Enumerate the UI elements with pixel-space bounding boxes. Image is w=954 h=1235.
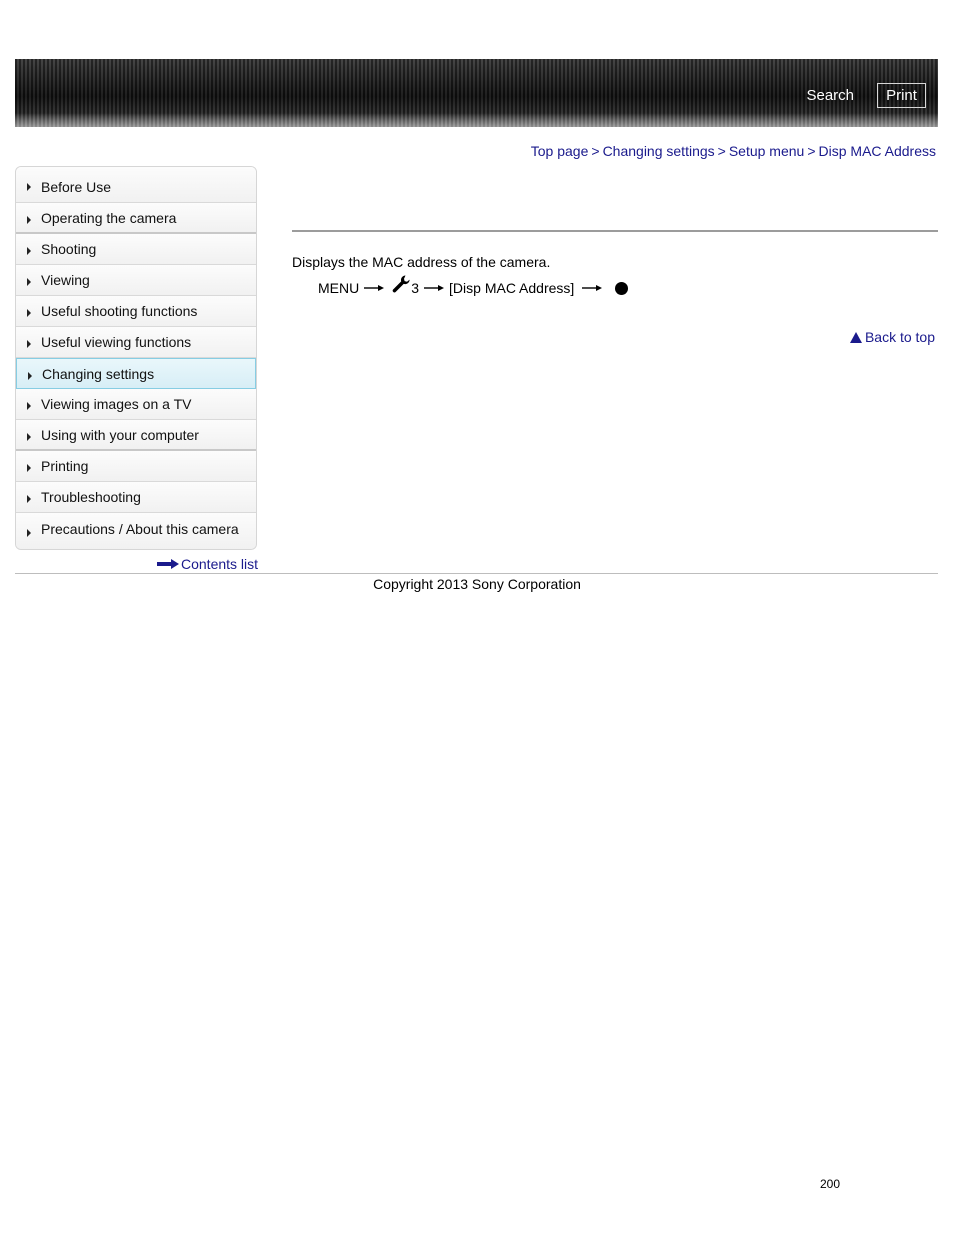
page-number: 200 <box>820 1177 841 1191</box>
arrow-right-icon <box>423 283 445 293</box>
breadcrumb-current-page[interactable]: Disp MAC Address <box>818 143 936 159</box>
triangle-right-icon <box>27 495 31 503</box>
sidebar-item-label: Using with your computer <box>41 426 199 443</box>
sidebar-item-changing-settings[interactable] <box>16 358 256 389</box>
menu-path-item: [Disp MAC Address] <box>449 280 575 296</box>
sidebar-item-label: Precautions / About this camera <box>41 521 239 537</box>
breadcrumb-separator: > <box>807 143 816 159</box>
footer-divider <box>15 573 938 574</box>
triangle-right-icon <box>27 529 31 537</box>
triangle-right-icon <box>27 340 31 348</box>
sidebar-item-label: Changing settings <box>42 365 155 382</box>
triangle-right-icon <box>27 402 31 410</box>
back-to-top-label: Back to top <box>864 329 935 345</box>
sidebar-item-troubleshooting[interactable] <box>16 482 256 513</box>
sidebar-item-before-use[interactable] <box>16 167 256 203</box>
triangle-right-icon <box>27 216 31 224</box>
ok-button-icon <box>615 282 628 295</box>
breadcrumb-separator: > <box>717 143 726 159</box>
sidebar-item-label: Viewing <box>41 272 90 288</box>
sidebar-item-precautions[interactable] <box>16 513 256 549</box>
breadcrumb-top-page[interactable]: Top page <box>530 143 589 159</box>
breadcrumb-setup-menu[interactable]: Setup menu <box>728 143 805 159</box>
sidebar-item-label: Viewing images on a TV <box>41 396 192 412</box>
menu-path-menu: MENU <box>318 280 360 296</box>
menu-path <box>318 276 628 300</box>
sidebar-item-label: Troubleshooting <box>41 489 141 505</box>
triangle-right-icon <box>28 372 32 380</box>
breadcrumb <box>531 143 936 159</box>
sidebar-item-label: Shooting <box>41 241 97 257</box>
triangle-right-icon <box>27 309 31 317</box>
contents-list-label: Contents list <box>181 556 259 572</box>
sidebar-item-viewing-images-on-tv[interactable] <box>16 389 256 420</box>
sidebar-item-label: Useful viewing functions <box>41 334 192 350</box>
contents-list-link[interactable] <box>157 556 258 572</box>
print-button[interactable]: Print <box>877 83 926 108</box>
breadcrumb-separator: > <box>591 143 600 159</box>
sidebar-item-using-with-your-computer[interactable] <box>16 420 256 451</box>
sidebar-item-useful-shooting-functions[interactable] <box>16 296 256 327</box>
breadcrumb-changing-settings[interactable]: Changing settings <box>602 143 715 159</box>
sidebar-item-label: Printing <box>41 458 89 474</box>
triangle-right-icon <box>27 278 31 286</box>
sidebar-item-operating-the-camera[interactable] <box>16 203 256 234</box>
triangle-right-icon <box>27 464 31 472</box>
copyright-text: Copyright 2013 Sony Corporation <box>373 576 581 592</box>
menu-path-setup-tab: 3 <box>411 280 420 296</box>
sidebar-item-label: Before Use <box>41 178 112 195</box>
title-divider <box>292 230 938 232</box>
page-description: Displays the MAC address of the camera. <box>292 254 551 270</box>
sidebar-item-shooting[interactable] <box>16 234 256 265</box>
arrow-right-icon <box>581 283 603 293</box>
triangle-up-icon <box>850 332 862 343</box>
sidebar-item-printing[interactable] <box>16 451 256 482</box>
triangle-right-icon <box>27 247 31 255</box>
arrow-right-icon <box>363 283 385 293</box>
back-to-top-link[interactable] <box>850 329 935 345</box>
triangle-right-icon <box>27 433 31 441</box>
sidebar-nav <box>15 166 257 550</box>
search-button[interactable]: Search <box>806 87 854 104</box>
sidebar-item-useful-viewing-functions[interactable] <box>16 327 256 358</box>
triangle-right-icon <box>27 183 31 191</box>
sidebar-item-viewing[interactable] <box>16 265 256 296</box>
arrow-right-icon <box>157 559 179 569</box>
wrench-icon <box>391 274 411 294</box>
sidebar-item-label: Operating the camera <box>41 209 177 226</box>
sidebar-item-label: Useful shooting functions <box>41 303 198 319</box>
header-bar <box>15 59 938 127</box>
